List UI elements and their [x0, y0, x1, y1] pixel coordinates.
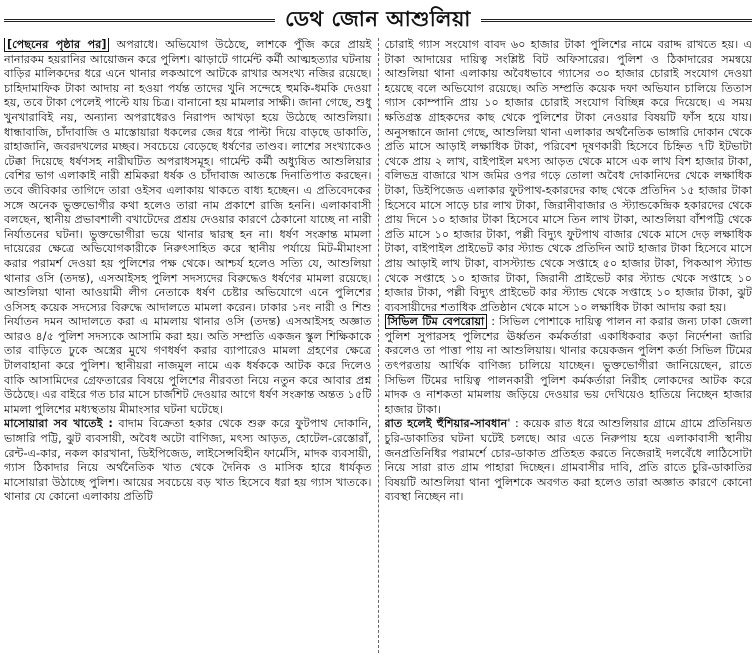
- subheading-civil-team: সিভিল টিম বেপরোয়া: [385, 314, 488, 329]
- subheading-night-warning: রাত হলেই হুঁশিয়ার-সাবধান: [384, 417, 508, 431]
- subheading-masoyara: মাসোয়ারা সব খাতেই :: [4, 417, 113, 431]
- page-title: ডেথ জোন আশুলিয়া: [275, 6, 481, 32]
- right-paragraph-2-text: : সিভিল পোশাকে দায়িত্ব পালন না করার জন্য ঢাকা জেলা পুলিশ সুপারসহ পুলিশের ঊর্ধ্বতন কর্মকর্তারা একাধিকবার কড়া নির্দেশনা জারি করলেও তা পাত্তা পায় না আশুলিয়ায়। থানার কয়েকজন পুলিশ কর্তা সিভিল টিমের তৎপরতায় আর্থিক বাণিজ্য চালিয়ে যাচ্ছেন। ভুক্তভোগীরা জানিয়েছেন, রাতে সিভিল টিমের দায়িত্ব পালনকারী পুলিশ কর্মকর্তারা নিরীহ লোকদের আটক করে মাদক ও নাশকতা মামলায় জড়িয়ে দেওয়ার ভয় দেখিয়েও হাতিয়ে নিচ্ছেন হাজার হাজার টাকা।: [384, 315, 752, 416]
- right-paragraph-3-text: ' : কয়েক রাত ধরে আশুলিয়ার গ্রামে গ্রামে প্রতিনিয়ত চুরি-ডাকাতির ঘটনা ঘটেই চলছে। আর এতে নিরুপায় হয়ে এলাকাবাসী স্থানীয় জনপ্রতিনিধির পরামর্শে চোর-ডাকাত প্রতিহত করতে নিজেরাই দলবেঁধে লাঠিসোটা নিয়ে সারা রাত গ্রাম পাহারা দিচ্ছেন। গ্রামবাসীর দাবি, প্রতি রাতে চুরি-ডাকাতির বিষয়টি আশুলিয়া থানা পুলিশকে অবগত করা হলেও তারা অজ্ঞাত কারণে কোনো ব্যবস্থা নিচ্ছেন না।: [384, 417, 752, 504]
- left-paragraph-2: [4, 417, 372, 505]
- right-column: [385, 38, 753, 653]
- right-paragraph-1: চোরাই গ্যাস সংযোগ বাবদ ৬০ হাজার টাকা পুলিশের নামে বরাদ্দ রাখতে হয়। এ টাকা আদায়ের দায়িত্ব সংশ্লিষ্ট বিট অফিসারের। পুলিশ ও ঠিকাদারের সমন্বয়ে আশুলিয়া থানা এলাকায় অবৈধভাবে গ্যাসের ৩০ হাজার চোরাই সংযোগ দেওয়া হয়েছে বলে অভিযোগ রয়েছে। অতি সম্প্রতি কয়েক দফা অভিযান চালিয়ে তিতাস গ্যাস কোম্পানি প্রায় ১০ হাজার চোরাই সংযোগ বিচ্ছিন্ন করে দিয়েছে। এ সময় ক্ষতিগ্রস্ত গ্রাহকদের কাছ থেকে পুলিশের টাকা নেওয়ার বিষয়টি ফাঁস হয়ে যায়। অনুসন্ধানে জানা গেছে, আশুলিয়া থানা এলাকার অর্থনৈতিক ভাঙ্গারি দোকান থেকে প্রতি মাসে আড়াই লক্ষাধিক টাকা, পরিবেশ দূষণকারী হিসেবে চিহ্নিত ৭টি ইটভাটা থেকে প্রায় ২ লাখ, বাইপাইল মৎস্য আড়ত থেকে মাসে এক লাখ বিশ হাজার টাকা, বলিভদ্র বাজারে খাস জমির ওপর গড়ে তোলা অবৈধ দোকানিদের থেকে লক্ষাধিক টাকা, ডিইপিজেড এলাকার ফুটপাথ-হকারদের কাছ থেকে প্রতিদিন ১৫ হাজার টাকা হিসেবে মাসে সাড়ে চার লাখ টাকা, জিরানীবাজার ও স্ট্যান্ডকেন্দ্রিক হকারদের থেকে প্রায় দিনে ১০ হাজার টাকা হিসেবে মাসে তিন লাখ টাকা, আশুলিয়া বাঁশপট্টি থেকে প্রতি মাসে ১০ হাজার টাকা, পল্লী বিদ্যুৎ ফুটপাথ বাজার থেকে মাসে দেড় লক্ষাধিক টাকা, বাইপাইল প্রাইভেট কার স্ট্যান্ড থেকে প্রতিদিন আট হাজার টাকা হিসেবে মাসে প্রায় আড়াই লাখ টাকা, বাসস্ট্যান্ড থেকে সপ্তাহে ৫০ হাজার টাকা, পিকআপ স্ট্যান্ড থেকে সপ্তাহে ১০ হাজার টাকা, জিরানী প্রাইভেট কার স্ট্যান্ড থেকে সপ্তাহে ১০ হাজার টাকা, পল্লী বিদ্যুৎ প্রাইভেট কার স্ট্যান্ড থেকে সপ্তাহে ১০ হাজার টাকা, ঝুট ব্যবসায়ীদের শতাধিক প্রতিষ্ঠান থেকে মাসে ১০ লক্ষাধিক টাকা আদায় করা হয়।: [384, 38, 752, 314]
- left-paragraph-1-text: অপরাধে। অভিযোগ উঠেছে, লাশকে পুঁজি করে প্রায়ই নানারকম হয়রানির আয়োজন করে পুলিশ। ঝাড়াটে গার্মেন্ট কর্মী আত্মহত্যার ঘটনায় বাড়ির মালিকদের ধরে এনে থানার লকআপে আটকে রাখার অসংখ্য নজির রয়েছে। চাহিদামাফিক টাকা আদায় না হওয়া পর্যন্ত তাদের খুনি সন্দেহে হুমকি-ধমকি দেওয়া হয়, তবে টাকা পেলেই পাল্টে যায় চিত্র। বানানো হয় মামলার সাক্ষী। জানা গেছে, শুধু খুনখারাবিই নয়, অন্যান্য অপরাধেরও নিরাপদ আখড়া হয়ে উঠেছে আশুলিয়া। ধান্ধাবাজি, চাঁদাবাজি ও মাস্তোয়ারা ধকলের জের ধরে পাল্টা দিয়ে বাড়ছে ডাকাতি, রাহাজানি, জবরদখলের মচ্ছব। সবচেয়ে বেড়েছে ধর্ষণের তাণ্ডব। লাশের সংখ্যাকেও টেক্কা দিয়েছে ধর্ষণসহ নারীঘটিত অপরাধসমূহ। গার্মেন্ট কর্মী অধ্যুষিত আশুলিয়ার বেশির ভাগ এলাকাই নারী শ্রমিকরা ধর্ষক ও চাঁদাবাজ আতঙ্কে দিনাতিপাত করছেন। তবে জীবিকার তাগিদে তারা ওইসব এলাকায় থাকতে বাধ্য হচ্ছেন। এ প্রতিবেদকের সঙ্গে অনেক ভুক্তভোগীর কথা হলেও তারা নাম প্রকাশে রাজি হননি। এলাকাবাসী বলছেন, স্থানীয় প্রভাবশালী বখাটেদের প্রশ্রয় দেওয়ার কারণে ঠেকানো যাচ্ছে না নারী নির্যাতনের ঘটনা। ভুক্তভোগীরা ভয়ে থানার দ্বারস্থ হন না। ধর্ষণ সংক্রান্ত মামলা দায়েরের ক্ষেত্রে অভিযোগকারীকে নিরুৎসাহিত করে স্থানীয় পর্যায়ে মিট-মীমাংসা করার পরামর্শ দেওয়া হয় পুলিশের পক্ষ থেকে। আশ্চর্য হলেও সত্যি যে, আশুলিয়া থানার ওসি (তদন্ত), এসআইসহ পুলিশ সদস্যদের বিরুদ্ধেও ধর্ষণের মামলা রয়েছে। আশুলিয়া থানা আওয়ামী লীগ নেতাকে ধর্ষণ চেষ্টার অভিযোগে এনে পুলিশের ওসিসহ কয়েক সদস্যের বিরুদ্ধে আদালতে মামলা করেন। ঢাকার ১নং নারী ও শিশু নির্যাতন দমন আদালতে করা এ মামলায় থানার ওসি (তদন্ত) এসআইসহ অজ্ঞাত আরও ৪/৫ পুলিশ সদস্যকে আসামি করা হয়। অতি সম্প্রতি একজন স্কুল শিক্ষিকাকে তার বাড়িতে ঢুকে অস্ত্রের মুখে গণধর্ষণ করার ব্যাপারেও মামলা গ্রহণের ক্ষেত্রে টালবাহানা করে পুলিশ। স্থানীয়রা নাজমুল নামে এক ধর্ষককে আটক করে দিলেও বাকি আসামিদের গ্রেফতারের বিষয়ে পুলিশের নীরবতা নিয়ে নতুন করে আবার প্রশ্ন উঠেছে। এর বাইরে গত চার মাসে চার্জশিট দেওয়ার আগে ধর্ষণ সংক্রান্ত অন্তত ১৫টি মামলা পুলিশের মধ্যস্থতায় মীমাংসার ঘটনা ঘটেছে।: [4, 38, 372, 416]
- right-paragraph-2: [385, 315, 753, 417]
- left-paragraph-2-text: বাদাম বিক্রেতা হকার থেকে শুরু করে ফুটপাথ দোকানি, ভাঙ্গারি পট্টি, ঝুট ব্যবসায়ী, অবৈধ অটো বাণিজ্য, মৎস্য আড়ত, হোটেল-রেস্তোরাঁ, রেন্ট-এ-কার, নকল কারখানা, ডিইপিজেড, লাইসেন্সবিহীন ফার্মেসি, মাদক ব্যবসায়ী, গ্যাস ঠিকাদার নিয়ে অর্থনৈতিক খাত থেকে দৈনিক ও মাসিক হারে ধার্যকৃত মাসোয়ারা উঠাচ্ছে পুলিশ। আয়ের সবচেয়ে বড় খাত হিসেবে ধরা হয় গ্যাস খাতকে। থানার যে কোনো এলাকায় প্রতিটি: [4, 417, 372, 504]
- left-column: [4, 38, 379, 653]
- article-body: [4, 38, 752, 653]
- right-paragraph-3: [385, 417, 753, 505]
- section-header: [4, 4, 752, 34]
- left-paragraph-1: [4, 38, 372, 417]
- continuation-label: [পেছনের পৃষ্ঠার পর]: [4, 38, 109, 52]
